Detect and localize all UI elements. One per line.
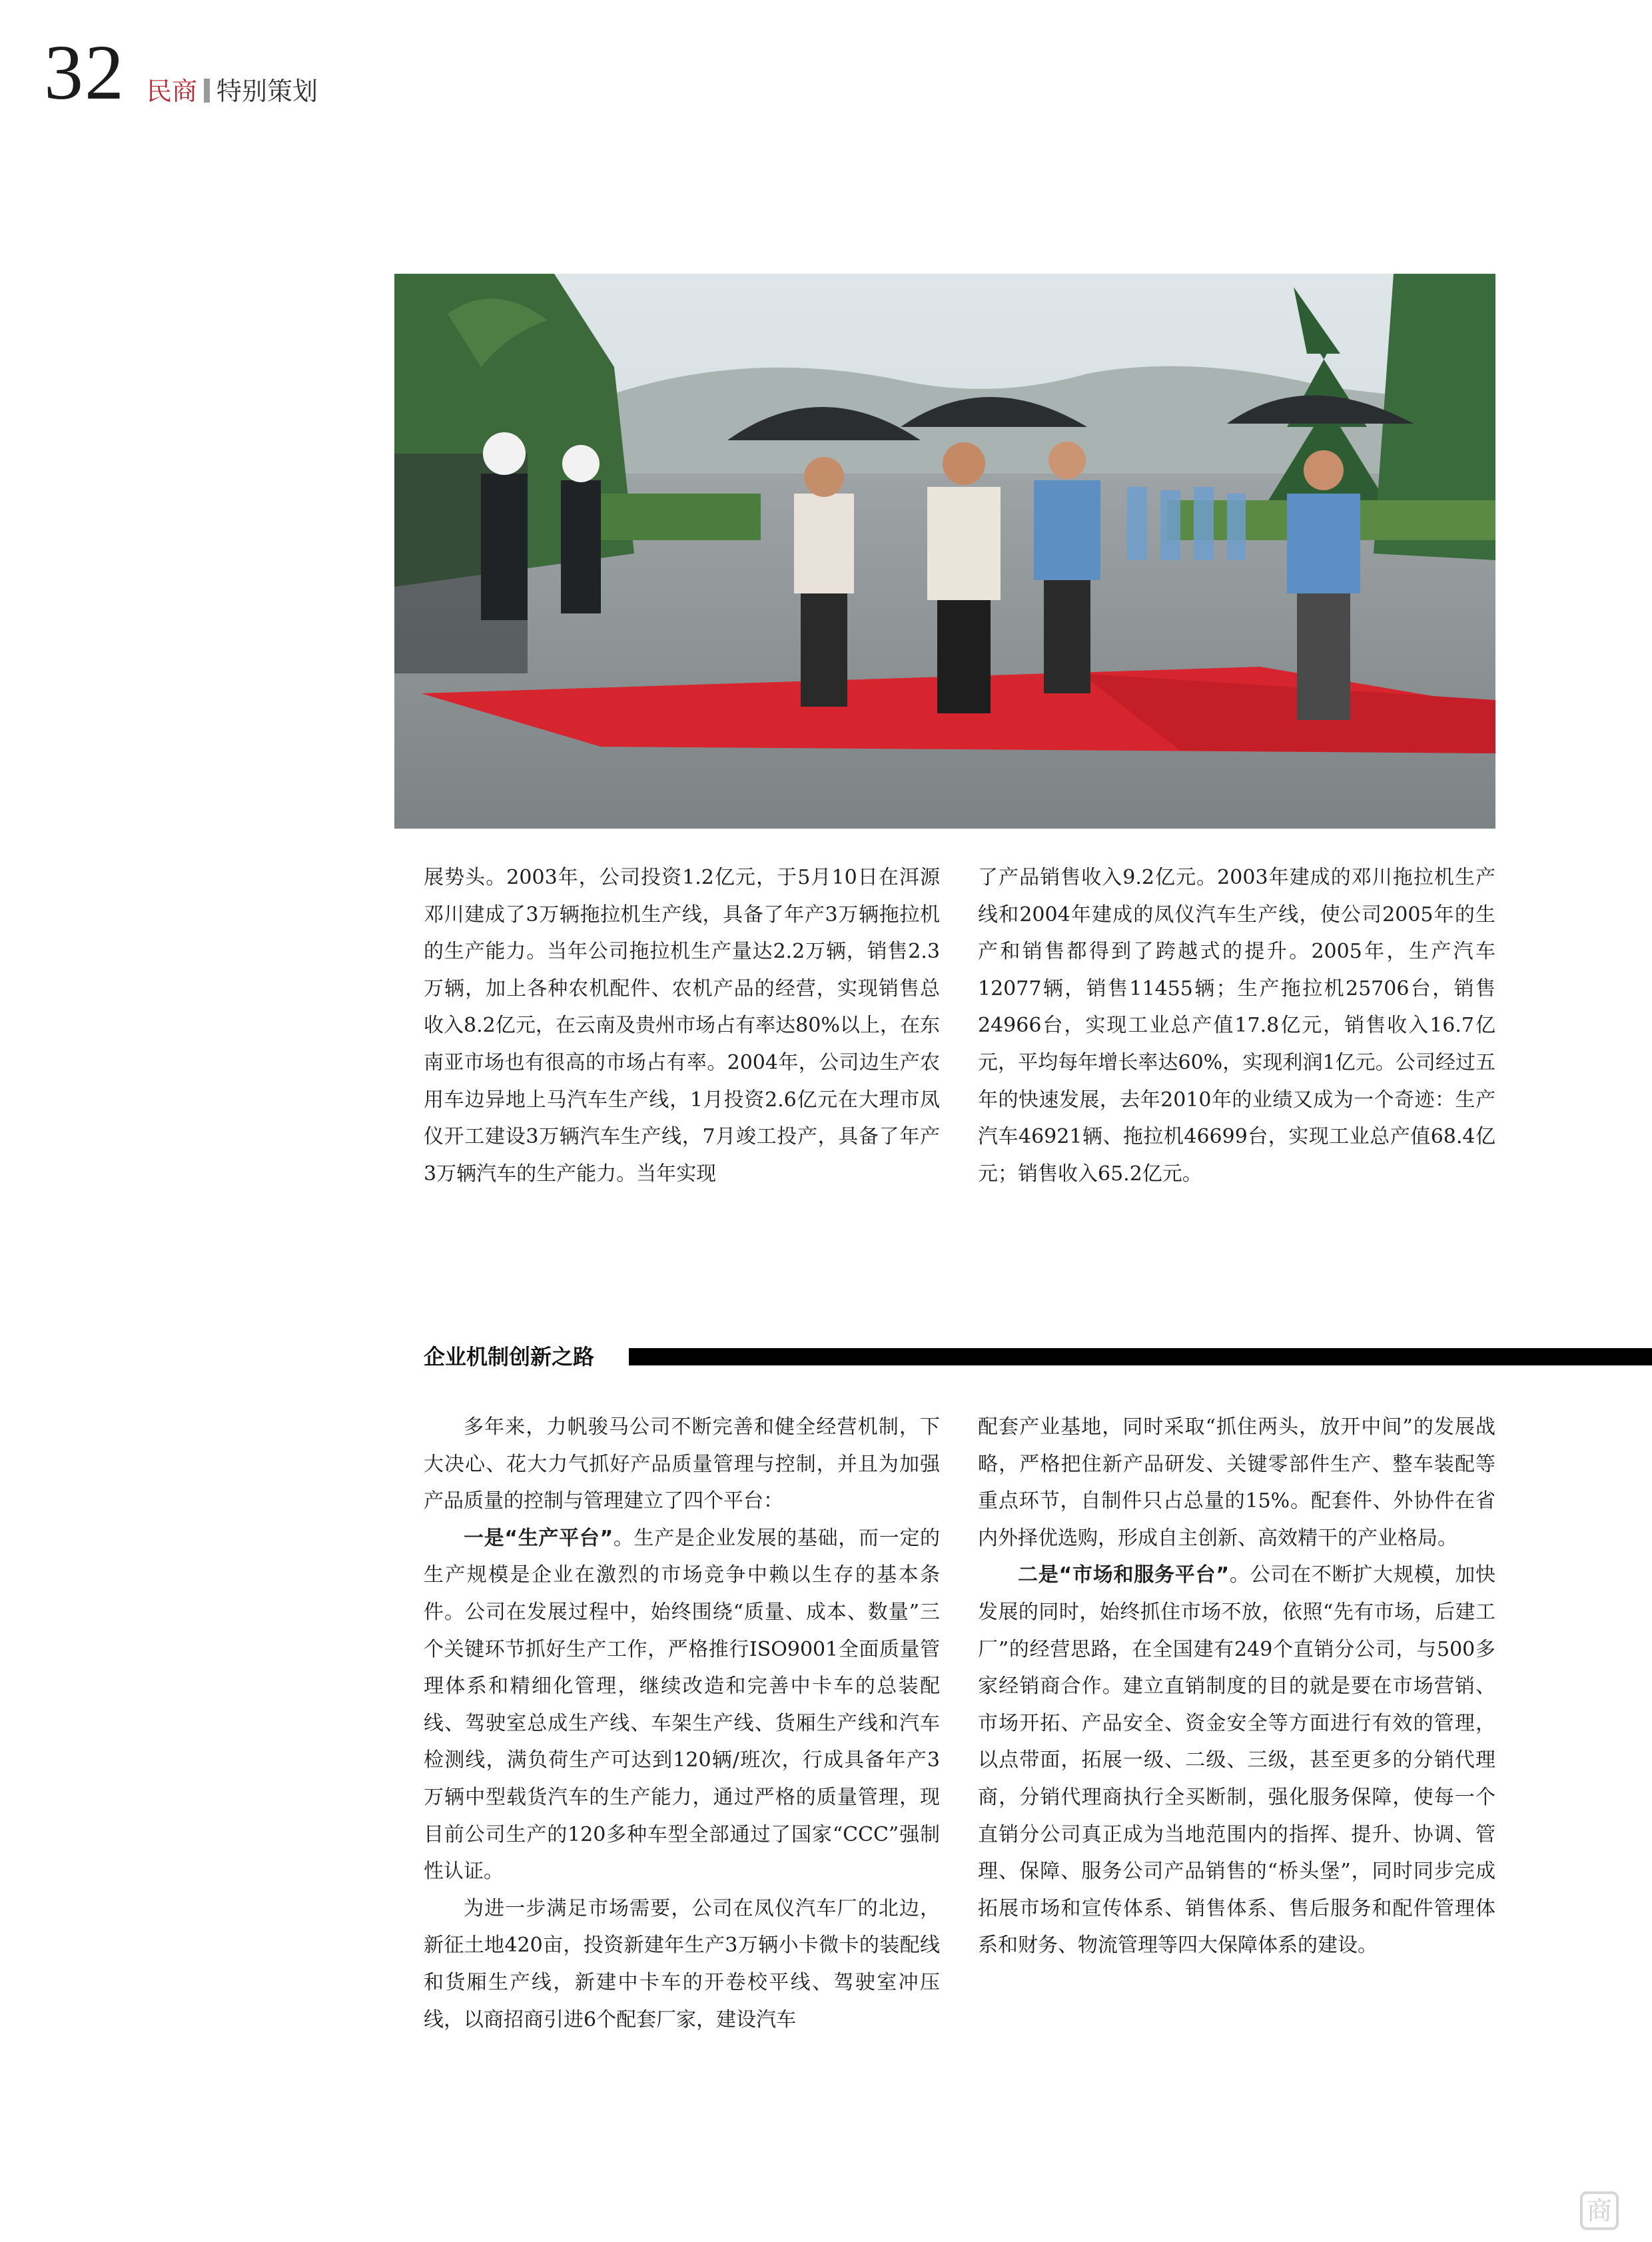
header-separator [204, 79, 210, 103]
body-right-column [978, 1409, 1495, 1964]
right-paragraph-2-title: 二是“市场和服务平台” [1018, 1563, 1230, 1587]
right-paragraph-1: 配套产业基地，同时采取“抓住两头，放开中间”的发展战略，严格把住新产品研发、关键零部件生产、整车装配等重点环节，自制件只占总量的15%。配套件、外协件在省内外择优选购，形成自主创新、高效精干的产业格局。 [978, 1415, 1495, 1550]
left-paragraph-2-title: 一是“生产平台” [464, 1526, 614, 1550]
left-paragraph-1: 多年来，力帆骏马公司不断完善和健全经营机制，下大决心、花大力气抓好产品质量管理与控制，并且为加强产品质量的控制与管理建立了四个平台： [424, 1415, 940, 1513]
right-paragraph-2-text: 。公司在不断扩大规模，加快发展的同时，始终抓住市场不放，依照“先有市场，后建工厂”的经营思路，在全国建有249个直销分公司，与500多家经销商合作。建立直销制度的目的就是要在市场营销、市场开拓、产品安全、资金安全等方面进行有效的管理，以点带面，拓展一级、二级、三级，甚至更多的分销代理商，分销代理商执行全买断制，强化服务保障，使每一个直销分公司真正成为当地范围内的指挥、提升、协调、管理、保障、服务公司产品销售的“桥头堡”，同时同步完成拓展市场和宣传体系、销售体系、售后服务和配件管理体系和财务、物流管理等四大保障体系的建设。 [978, 1563, 1496, 1958]
corner-logo: 商 [1580, 2191, 1619, 2230]
photo [394, 274, 1495, 829]
brand-name: 民商 [147, 77, 198, 106]
left-paragraph-2-text: 。生产是企业发展的基础，而一定的生产规模是企业在激烈的市场竞争中赖以生存的基本条件。公司在发展过程中，始终围绕“质量、成本、数量”三个关键环节抓好生产工作，严格推行ISO9001全面质量管理体系和精细化管理，继续改造和完善中卡车的总装配线、驾驶室总成生产线、车架生产线、货厢生产线和汽车检测线，满负荷生产可达到120辆/班次，行成具备年产3万辆中型载货汽车的生产能力，通过严格的质量管理，现目前公司生产的120多种车型全部通过了国家“CCC”强制性认证。 [424, 1526, 940, 1884]
section-heading-bar [629, 1348, 1652, 1365]
header-label [147, 79, 318, 104]
left-paragraph-3: 为进一步满足市场需要，公司在凤仪汽车厂的北边，新征土地420亩，投资新建年生产3万辆小卡微卡的装配线和货厢生产线，新建中卡车的开卷校平线、驾驶室冲压线，以商招商引进6个配套厂家，建设汽车 [424, 1896, 940, 2032]
section-heading [424, 1340, 1652, 1373]
photo-umbrellas-red-carpet-icon [394, 274, 1495, 829]
page-number: 32 [44, 29, 125, 116]
body-left-column [424, 1409, 940, 2038]
intro-right-text: 了产品销售收入9.2亿元。2003年建成的邓川拖拉机生产线和2004年建成的凤仪汽车生产线，使公司2005年的生产和销售都得到了跨越式的提升。2005年，生产汽车12077辆，销售11455辆；生产拖拉机25706台，销售24966台，实现工业总产值17.8亿元，销售收入16.7亿元，平均每年增长率达60%，实现利润1亿元。公司经过五年的快速发展，去年2010年的业绩又成为一个奇迹：生产汽车46921辆、拖拉机46699台，实现工业总产值68.4亿元；销售收入65.2亿元。 [978, 866, 1495, 1186]
right-paragraph-2 [978, 1557, 1495, 1964]
intro-left-column [424, 859, 940, 1192]
intro-left-text: 展势头。2003年，公司投资1.2亿元，于5月10日在洱源邓川建成了3万辆拖拉机生产线，具备了年产3万辆拖拉机的生产能力。当年公司拖拉机生产量达2.2万辆，销售2.3万辆，加上各种农机配件、农机产品的经营，实现销售总收入8.2亿元，在云南及贵州市场占有率达80%以上，在东南亚市场也有很高的市场占有率。2004年，公司边生产农用车边异地上马汽车生产线，1月投资2.6亿元在大理市凤仪开工建设3万辆汽车生产线，7月竣工投产，具备了年产3万辆汽车的生产能力。当年实现 [424, 866, 940, 1186]
left-paragraph-2 [424, 1520, 940, 1890]
section-title: 特别策划 [216, 77, 318, 106]
section-heading-text: 企业机制创新之路 [424, 1344, 595, 1369]
intro-right-column [978, 859, 1495, 1192]
